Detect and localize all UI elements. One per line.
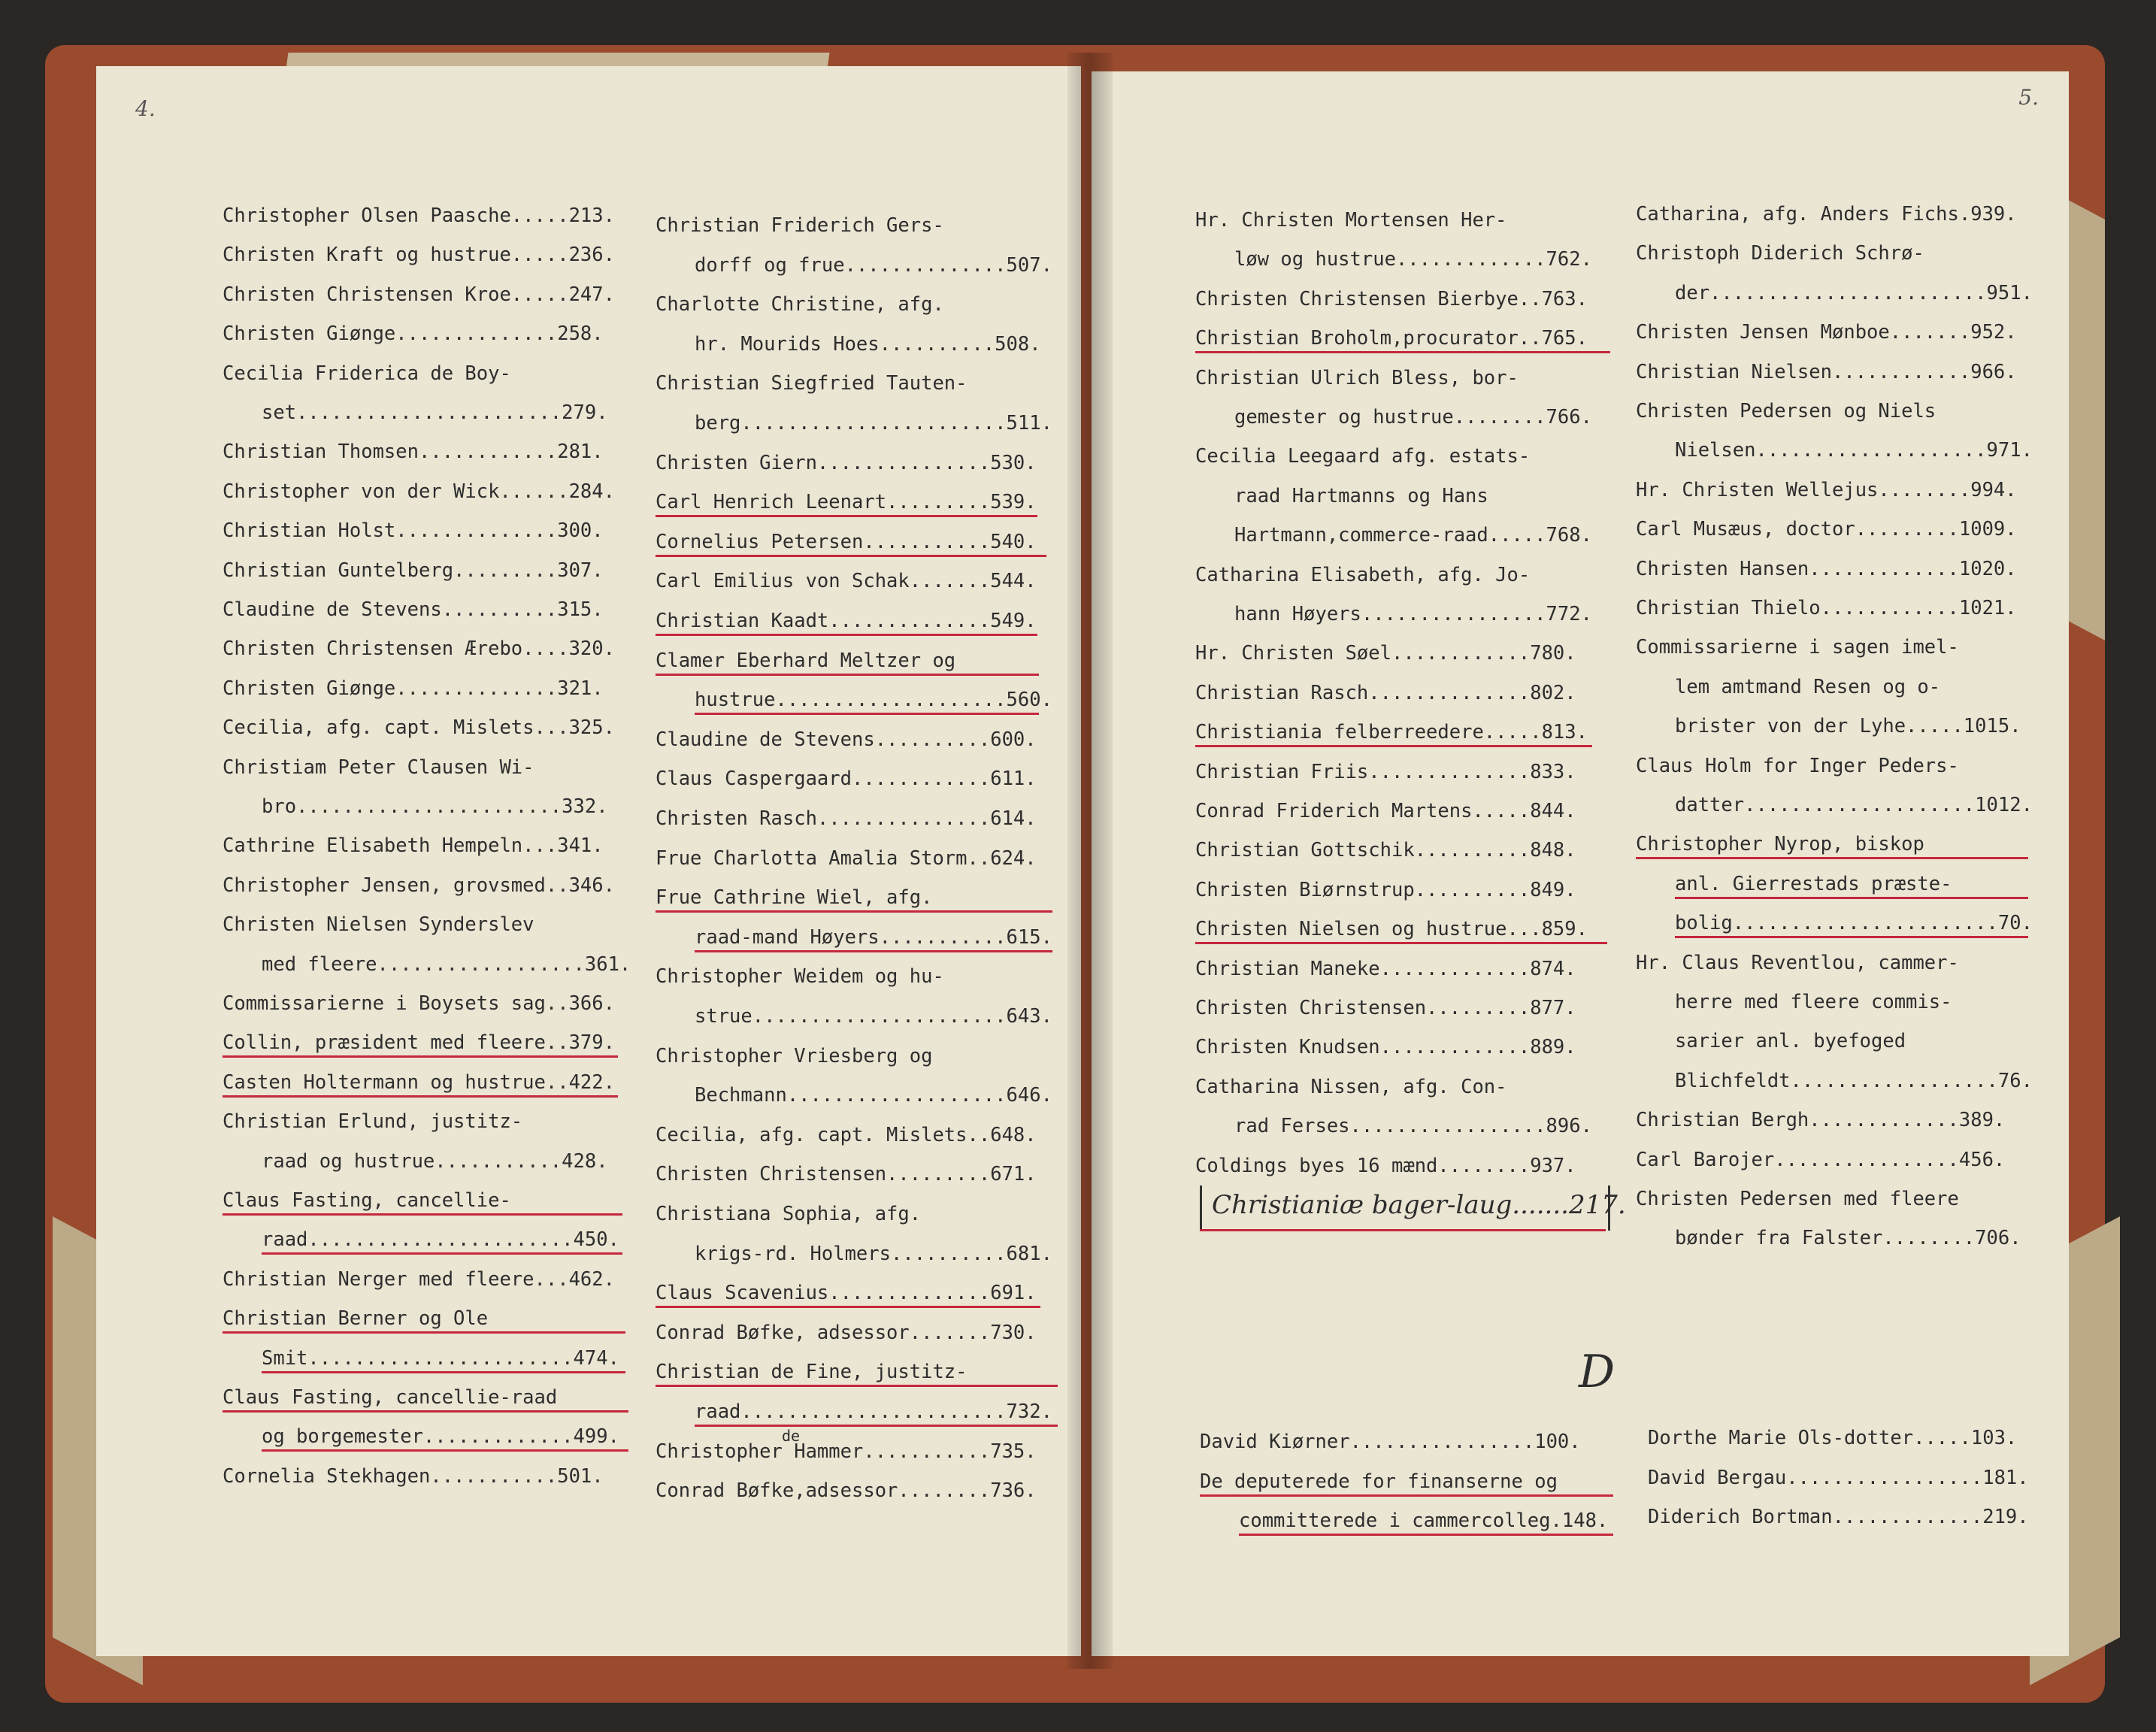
index-entry-line: Christian Rasch..............802.	[1195, 681, 1576, 704]
index-entry-line: Blichfeldt..................76.	[1675, 1069, 2033, 1092]
index-entry	[1195, 445, 1594, 563]
handwritten-entry: Christianiæ bager-laug.......217.	[1212, 1190, 1626, 1220]
index-entry-line: hr. Mourids Hoes..........508.	[695, 332, 1041, 356]
index-entry-line: Christiana Sophia, afg.	[656, 1203, 922, 1225]
index-entry-line: Carl Musæus, doctor.........1009.	[1636, 518, 2017, 541]
index-entry-line: Claudine de Stevens..........315.	[223, 598, 604, 621]
index-entry-line: Christian Gottschik..........848.	[1195, 839, 1576, 862]
index-entry	[656, 649, 1052, 728]
index-entry-line: Christian Guntelberg.........307.	[223, 559, 604, 582]
index-entry-line: Christopher Olsen Paasche.....213.	[223, 204, 615, 227]
index-entry	[223, 480, 618, 519]
index-entry	[223, 1110, 618, 1189]
index-entry	[1648, 1466, 2029, 1506]
index-entry-line: Christopher Vriesberg og	[656, 1044, 933, 1067]
index-entry-line: bønder fra Falster........706.	[1675, 1227, 2021, 1250]
red-underline	[695, 1425, 1058, 1427]
red-underline	[695, 950, 1052, 952]
index-entry-line: Christen Rasch...............614.	[656, 807, 1037, 830]
index-entry-line: Christen Giern...............530.	[656, 451, 1037, 474]
index-entry-line: Christoph Diderich Schrø-	[1636, 242, 1924, 265]
index-entry	[1636, 558, 2019, 597]
index-entry	[1195, 839, 1594, 878]
index-entry-line: Christen Christensen.........877.	[1195, 997, 1576, 1019]
index-entry-line: Cecilia Friderica de Boy-	[223, 362, 511, 385]
index-entry-line: David Kiørner................100.	[1200, 1431, 1581, 1453]
index-entry-line: Cecilia, afg. capt. Mislets...325.	[223, 716, 615, 740]
index-entry	[656, 1361, 1052, 1440]
index-entry	[1195, 800, 1594, 839]
index-entry	[1195, 761, 1594, 800]
index-entry-line: Christian Nielsen............966.	[1636, 360, 2017, 383]
index-entry-line: Christen Christensen Kroe.....247.	[223, 283, 615, 306]
index-entry	[656, 847, 1039, 887]
index-entry-line: Christen Biørnstrup..........849.	[1195, 878, 1576, 901]
index-entry	[656, 768, 1039, 807]
index-entry	[223, 1071, 618, 1110]
index-entry	[1636, 951, 2033, 1110]
index-entry-line: Christian Friderich Gers-	[656, 214, 944, 237]
index-entry	[656, 372, 1052, 451]
red-underline	[695, 713, 1039, 715]
index-entry-line: lem amtmand Resen og o-	[1675, 675, 1941, 698]
red-underline	[1200, 1494, 1613, 1497]
red-underline	[656, 1306, 1040, 1308]
index-entry-line: Cecilia, afg. capt. Mislets..648.	[656, 1123, 1037, 1146]
index-entry	[656, 1163, 1039, 1203]
index-entry-line: Coldings byes 16 mænd........937.	[1195, 1154, 1576, 1177]
red-underline	[262, 1371, 625, 1373]
index-entry-line: Nielsen....................971.	[1675, 439, 2033, 462]
index-entry-line: raad.......................732.	[695, 1400, 1052, 1423]
index-entry-line: berg.......................511.	[695, 411, 1052, 435]
index-entry	[656, 491, 1039, 531]
index-entry	[1200, 1470, 1609, 1549]
red-underline	[262, 1449, 628, 1452]
index-entry-line: De deputerede for finanserne og	[1200, 1470, 1558, 1493]
index-entry	[1195, 721, 1594, 760]
index-entry	[656, 1426, 1039, 1480]
index-entry-line: bro.......................332.	[262, 795, 608, 818]
index-entry-line: Christian Holst..............300.	[223, 519, 604, 543]
index-entry-line: raad Hartmanns og Hans	[1234, 484, 1488, 507]
index-entry	[1195, 209, 1594, 288]
index-entry	[656, 214, 1052, 293]
index-entry-line: Casten Holtermann og hustrue..422.	[223, 1070, 615, 1094]
index-entry-line: Christen Giønge..............258.	[223, 322, 604, 346]
red-underline	[223, 1213, 622, 1216]
index-entry	[223, 1268, 618, 1307]
section-letter: D	[1579, 1346, 1615, 1398]
index-entry-line: Claus Holm for Inger Peders-	[1636, 754, 1959, 777]
index-entry-line: Christian Bergh.............389.	[1636, 1109, 2006, 1132]
index-entry	[656, 807, 1039, 847]
index-entry-line: herre med fleere commis-	[1675, 990, 1952, 1013]
index-entry-line: Claudine de Stevens..........600.	[656, 728, 1037, 751]
index-entry-line: løw og hustrue.............762.	[1234, 248, 1592, 271]
index-entry	[223, 244, 618, 283]
index-entry	[656, 1124, 1039, 1164]
index-entry	[1195, 682, 1594, 721]
index-entry-line: Carl Emilius von Schak.......544.	[656, 570, 1037, 593]
index-entry-line: David Bergau.................181.	[1648, 1466, 2029, 1489]
index-entry	[223, 441, 618, 480]
index-entry	[1195, 958, 1594, 997]
red-underline	[656, 634, 1037, 636]
red-underline	[1675, 897, 2028, 899]
index-entry	[223, 1307, 618, 1386]
index-entry-line: Christian Kaadt..............549.	[656, 610, 1037, 632]
index-entry-line: Christen Nielsen og hustrue...859.	[1195, 918, 1588, 941]
index-entry	[1195, 1036, 1594, 1075]
red-underline	[1239, 1534, 1613, 1536]
index-entry	[1636, 1188, 2019, 1267]
index-entry	[656, 570, 1039, 610]
book-gutter	[1067, 53, 1113, 1669]
red-underline	[656, 515, 1037, 517]
index-entry	[1636, 597, 2019, 636]
index-entry	[223, 204, 618, 244]
index-entry-line: Dorthe Marie Ols-dotter.....103.	[1648, 1427, 2018, 1449]
index-entry	[223, 834, 618, 874]
index-entry-line: dorff og frue..............507.	[695, 253, 1052, 277]
index-entry-line: Christiania felberreedere.....813.	[1195, 721, 1588, 744]
index-entry-line: Catharina, afg. Anders Fichs.939.	[1636, 203, 2017, 226]
index-entry-line: Bechmann...................646.	[695, 1084, 1052, 1107]
index-entry-line: Christen Kraft og hustrue.....236.	[223, 244, 615, 267]
index-entry	[1636, 1109, 2019, 1148]
index-entry-line: Christian Maneke.............874.	[1195, 957, 1576, 980]
index-entry	[223, 637, 618, 677]
superscript-insert: de	[782, 1426, 801, 1445]
index-entry	[223, 992, 618, 1031]
index-entry	[223, 1465, 618, 1504]
index-entry	[1636, 1149, 2019, 1188]
index-entry-line: gemester og hustrue........766.	[1234, 405, 1592, 428]
index-entry-line: Christian Siegfried Tauten-	[656, 372, 967, 395]
index-entry	[656, 452, 1039, 492]
index-entry	[223, 874, 618, 913]
page-number: 4.	[135, 96, 156, 121]
index-entry-line: strue......................643.	[695, 1004, 1052, 1028]
index-entry	[223, 756, 618, 835]
index-entry-line: hann Høyers................772.	[1234, 602, 1592, 625]
index-entry	[1195, 288, 1594, 327]
index-entry-line: Cornelia Stekhagen...........501.	[223, 1464, 604, 1488]
index-entry-line: Christen Hansen.............1020.	[1636, 557, 2017, 580]
index-entry-line: Christopher Nyrop, biskop	[1636, 833, 1924, 856]
index-entry-line: Cecilia Leegaard afg. estats-	[1195, 445, 1531, 468]
index-entry	[223, 598, 618, 637]
index-entry	[1195, 879, 1594, 918]
index-entry	[1636, 400, 2033, 479]
index-entry-line: Catharina Elisabeth, afg. Jo-	[1195, 563, 1531, 586]
red-underline	[656, 674, 1039, 676]
index-entry-line: Christian Berner og Ole	[223, 1307, 489, 1331]
index-entry-line: Claus Fasting, cancellie-	[223, 1189, 511, 1212]
index-entry-line: Christian Thomsen............281.	[223, 441, 604, 464]
index-entry	[1195, 918, 1594, 957]
index-entry	[1636, 754, 2033, 834]
index-entry-line: bolig.......................70.	[1675, 912, 2033, 935]
red-underline	[223, 1331, 625, 1334]
index-entry-line: og borgemester.............499.	[262, 1425, 619, 1449]
index-entry	[656, 531, 1039, 571]
index-entry-line: Christian de Fine, justitz-	[656, 1361, 967, 1384]
index-entry-line: datter....................1012.	[1675, 793, 2033, 816]
index-entry-line: krigs-rd. Holmers..........681.	[695, 1242, 1052, 1265]
index-entry	[1195, 997, 1594, 1036]
index-entry-line: Commissarierne i sagen imel-	[1636, 636, 1959, 659]
index-entry	[223, 362, 618, 441]
index-entry	[1648, 1506, 2029, 1546]
index-entry-line: Charlotte Christine, afg.	[656, 293, 944, 316]
index-entry	[223, 677, 618, 716]
red-underline	[223, 1410, 628, 1413]
index-entry-line: Christian Ulrich Bless, bor-	[1195, 366, 1519, 389]
red-underline	[656, 555, 1046, 557]
index-entry-line: Claus Scavenius..............691.	[656, 1282, 1037, 1305]
index-entry-line: Carl Henrich Leenart.........539.	[656, 491, 1037, 514]
index-entry-line: Hr. Claus Reventlou, cammer-	[1636, 951, 1959, 974]
index-entry-line: Christopher Hammer...........735.	[656, 1440, 1037, 1463]
index-entry-line: sarier anl. byefoged	[1675, 1030, 1906, 1053]
index-entry-line: Collin, præsident med fleere..379.	[223, 1031, 615, 1055]
index-entry-line: anl. Gierrestads præste-	[1675, 872, 1952, 895]
index-entry	[223, 519, 618, 559]
index-entry	[1636, 361, 2019, 400]
index-entry-line: der........................951.	[1675, 281, 2033, 304]
index-entry-line: set.......................279.	[262, 401, 608, 424]
index-entry-line: Catharina Nissen, afg. Con-	[1195, 1075, 1507, 1098]
index-entry-line: Christopher von der Wick......284.	[223, 480, 615, 503]
index-entry-line: raad-mand Høyers...........615.	[695, 925, 1052, 949]
index-entry-line: Smit.......................474.	[262, 1346, 619, 1370]
red-underline	[1675, 936, 2028, 938]
index-entry	[656, 1282, 1039, 1322]
index-entry	[656, 886, 1052, 965]
index-entry-line: Diderich Bortman.............219.	[1648, 1506, 2029, 1528]
index-entry-line: Christian Nerger med fleere...462.	[223, 1267, 615, 1291]
red-underline	[656, 910, 1052, 913]
index-entry-line: Christen Knudsen.............889.	[1195, 1036, 1576, 1059]
index-entry	[223, 1386, 618, 1465]
index-entry-line: Christian Friis..............833.	[1195, 760, 1576, 783]
red-underline	[262, 1252, 622, 1255]
index-entry-line: Conrad Bøfke,adsessor........736.	[656, 1479, 1037, 1503]
index-entry	[1195, 1076, 1594, 1155]
index-entry-line: Cornelius Petersen...........540.	[656, 530, 1037, 553]
red-underline	[1200, 1229, 1606, 1231]
index-entry-line: raad og hustrue...........428.	[262, 1149, 608, 1173]
index-entry-line: Hr. Christen Mortensen Her-	[1195, 209, 1507, 232]
index-entry	[656, 728, 1039, 768]
index-entry-line: Conrad Bøfke, adsessor.......730.	[656, 1321, 1037, 1344]
index-entry-line: Frue Charlotta Amalia Storm..624.	[656, 846, 1037, 870]
red-underline	[223, 1055, 618, 1058]
index-entry	[1195, 367, 1594, 446]
index-entry-line: Conrad Friderich Martens.....844.	[1195, 800, 1576, 822]
index-entry-line: Clamer Eberhard Meltzer og	[656, 649, 956, 672]
index-entry	[1636, 242, 2033, 321]
index-entry-line: Christopher Weidem og hu-	[656, 965, 944, 989]
index-entry-line: Christian Thielo............1021.	[1636, 597, 2017, 619]
index-entry	[223, 913, 631, 992]
index-entry	[656, 1044, 1052, 1124]
index-entry-line: rad Ferses.................896.	[1234, 1115, 1592, 1138]
index-entry	[1636, 636, 2019, 754]
red-underline	[656, 1385, 1058, 1387]
index-entry	[223, 283, 618, 322]
index-entry	[1648, 1427, 2021, 1467]
index-entry	[1636, 833, 2033, 951]
index-entry-line: Frue Cathrine Wiel, afg.	[656, 886, 933, 910]
index-entry	[223, 1189, 618, 1268]
index-entry-line: Christen Jensen Mønboe.......952.	[1636, 321, 2017, 344]
index-entry-line: committerede i cammercolleg.148.	[1239, 1509, 1609, 1532]
index-entry-line: Claus Caspergaard............611.	[656, 768, 1037, 791]
index-entry-line: med fleere..................361.	[262, 952, 631, 976]
index-entry	[1636, 321, 2019, 360]
page-number: 5.	[2018, 85, 2039, 110]
red-underline	[1195, 351, 1610, 353]
index-entry-line: Christen Christensen Ærebo....320.	[223, 637, 615, 661]
index-entry-line: Christen Pedersen med fleere	[1636, 1188, 1959, 1210]
index-entry	[223, 559, 618, 598]
red-underline	[223, 1095, 618, 1098]
red-underline	[1636, 857, 2028, 859]
index-entry-line: Christen Giønge..............321.	[223, 677, 604, 700]
red-underline	[1195, 745, 1592, 747]
index-entry-line: Christen Christensen.........671.	[656, 1163, 1037, 1186]
index-entry	[656, 293, 1039, 372]
index-entry	[1195, 642, 1594, 681]
index-entry-line: raad.......................450.	[262, 1228, 619, 1252]
index-entry	[1195, 564, 1594, 643]
index-entry-line: Commissarierne i Boysets sag..366.	[223, 992, 615, 1015]
index-entry-line: Hr. Christen Søel............780.	[1195, 642, 1576, 665]
index-entry	[656, 1322, 1039, 1361]
index-entry	[223, 322, 618, 362]
index-entry	[656, 1203, 1052, 1282]
index-entry	[223, 1031, 618, 1070]
index-entry-line: Christen Christensen Bierbye..763.	[1195, 287, 1588, 310]
index-entry	[223, 716, 618, 755]
index-entry-line: Christiam Peter Clausen Wi-	[223, 755, 534, 779]
index-entry-line: Christen Pedersen og Niels	[1636, 400, 1936, 422]
index-entry-line: Christen Nielsen Synderslev	[223, 913, 534, 937]
index-entry	[1636, 518, 2019, 557]
index-entry	[1636, 479, 2019, 518]
index-entry-line: Cathrine Elisabeth Hempeln...341.	[223, 834, 604, 858]
red-underline	[1195, 942, 1607, 944]
index-entry-line: Christian Broholm,procurator..765.	[1195, 327, 1588, 350]
index-entry-line: Christian Erlund, justitz-	[223, 1110, 523, 1134]
index-entry-line: brister von der Lyhe.....1015.	[1675, 715, 2021, 738]
index-entry-line: Hr. Christen Wellejus........994.	[1636, 478, 2017, 501]
index-entry	[656, 610, 1039, 650]
index-entry	[1200, 1431, 1597, 1470]
index-entry-line: hustrue....................560.	[695, 689, 1052, 712]
index-entry-line: Christopher Jensen, grovsmed..346.	[223, 874, 615, 897]
index-entry-line: Claus Fasting, cancellie-raad	[223, 1386, 558, 1409]
index-entry	[656, 1479, 1039, 1519]
index-entry-line: Carl Barojer................456.	[1636, 1148, 2006, 1171]
index-entry-line: Hartmann,commerce-raad.....768.	[1234, 524, 1592, 547]
index-entry	[656, 965, 1052, 1044]
index-entry	[1195, 327, 1594, 366]
index-entry	[1636, 203, 2019, 242]
